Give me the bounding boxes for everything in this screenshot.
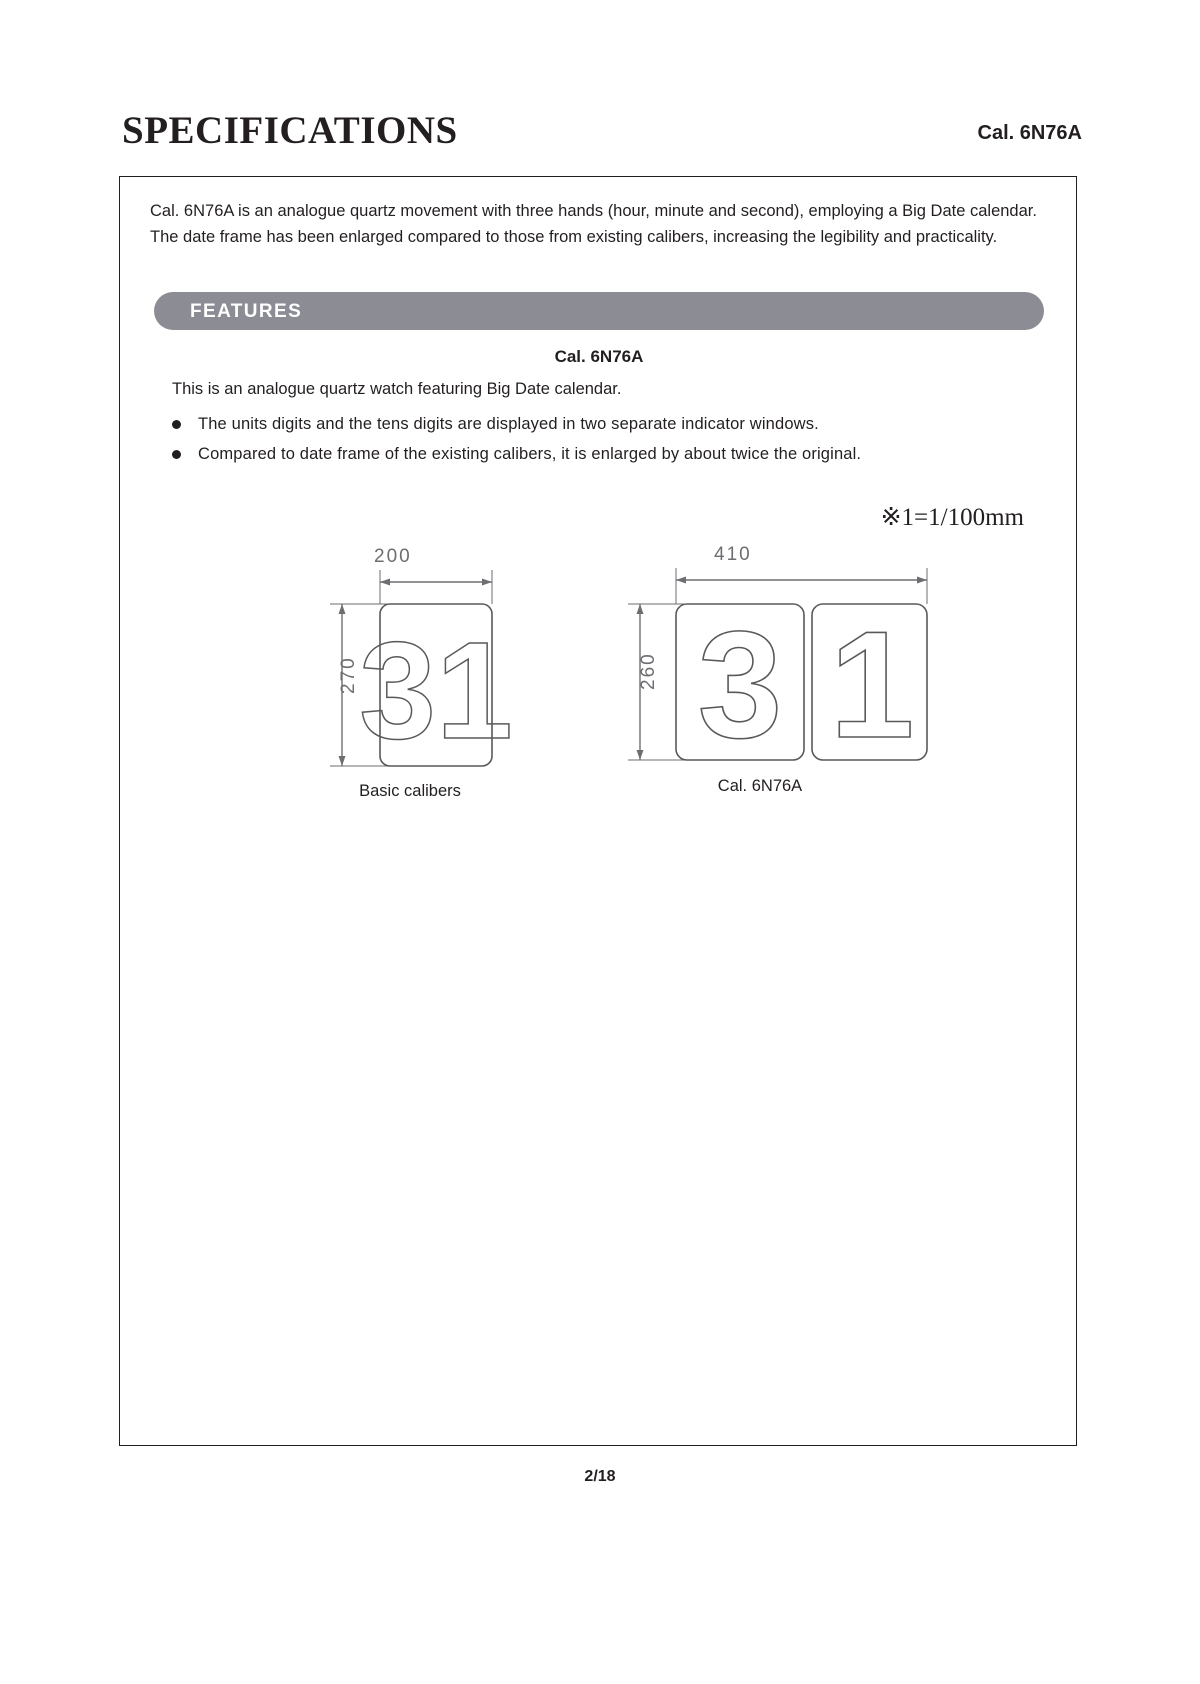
svg-text:3: 3 [697,600,783,770]
features-subtitle: Cal. 6N76A [554,347,644,366]
bullet-dot-icon [172,450,181,459]
list-item [172,415,819,434]
page-number: 2/18 [584,1468,616,1485]
content-frame [119,176,1077,1446]
svg-text:31: 31 [359,614,513,768]
intro-paragraph: Cal. 6N76A is an analogue quartz movement with three hands (hour, minute and second), employing a Big Date calendar. The date frame has been enlarged compared to those from existing calibers, increasing the legibility and practicality. [150,202,1037,246]
page-title: SPECIFICATIONS [122,109,458,152]
features-lead-text: This is an analogue quartz watch featuring Big Date calendar. [172,380,622,398]
new-caliber-caption: Cal. 6N76A [717,777,803,795]
list-item-label: The units digits and the tens digits are displayed in two separate indicator windows. [198,415,819,433]
scale-note: ※1=1/100mm [880,504,1024,531]
bullet-dot-icon [172,420,181,429]
svg-text:1: 1 [829,600,915,770]
basic-height-dimension: 270 [338,656,359,694]
list-item [172,445,861,464]
new-height-dimension: 260 [638,652,659,690]
basic-width-dimension: 200 [374,546,412,567]
features-banner-label: FEATURES [190,301,303,322]
basic-caliber-diagram [220,542,560,792]
caliber-header: Cal. 6N76A [977,122,1082,144]
features-banner [154,292,1044,330]
new-caliber-diagram [550,542,970,792]
basic-caliber-caption: Basic calibers [359,782,461,800]
date-frame-figure [120,532,1078,800]
new-width-dimension: 410 [714,544,752,565]
list-item-label: Compared to date frame of the existing calibers, it is enlarged by about twice the original. [198,445,862,463]
